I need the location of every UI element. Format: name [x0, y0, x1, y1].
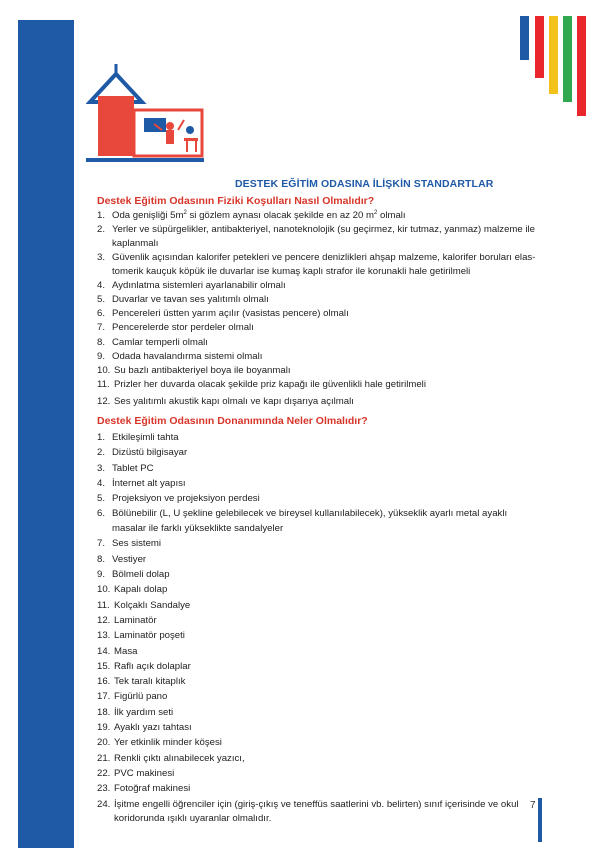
- list-item: 7. Ses sistemi: [97, 538, 162, 550]
- list-item: 15. Raflı açık dolaplar: [97, 660, 191, 672]
- stripe-blue: [520, 16, 529, 60]
- list-item: 24. İşitme engelli öğrenciler için (giriş-çıkış ve teneffüs saatlerini vb. belirten) sınıf içerisinde ve okul koridorunda ışıklı uyaranlar olmalıdır.: [97, 798, 519, 825]
- list-item: 8. Vestiyer: [97, 553, 147, 565]
- page-number: 7: [530, 800, 536, 811]
- list-item: 4. Aydınlatma sistemleri ayarlanabilir olmalı: [97, 279, 286, 291]
- list-item: 13. Laminatör poşeti: [97, 630, 185, 642]
- list-item: 17. Figürlü pano: [97, 691, 168, 703]
- physical-conditions-list: [97, 209, 537, 409]
- list-item: 7. Pencerelerde stor perdeler olmalı: [97, 322, 254, 334]
- list-item: 4. İnternet alt yapısı: [97, 477, 186, 489]
- list-item: 2. Yerler ve süpürgelikler, antibakteriyel, nanoteknolojik (su geçirmez, kir tutmaz, yanmaz) malzeme ile kaplanmalı: [97, 224, 536, 249]
- list-item: 14. Masa: [97, 645, 138, 657]
- list-item: 8. Camlar temperli olmalı: [97, 336, 208, 348]
- list-item: 9. Odada havalandırma sistemi olmalı: [97, 350, 263, 362]
- stripe-red: [535, 16, 544, 78]
- footer-decorative-bar: [538, 798, 542, 842]
- list-item: 6. Bölünebilir (L, U şekline gelebilecek ve bireysel kullanılabilecek), yükseklik ayarlı metal ayaklı masalar ile farklı yükseklikte sandalyeler: [97, 508, 508, 535]
- section-heading-equipment: Destek Eğitim Odasının Donanımında Neler Olmalıdır?: [97, 415, 368, 427]
- document-title: DESTEK EĞİTİM ODASINA İLİŞKİN STANDARTLAR: [235, 178, 494, 190]
- list-item: 5. Projeksiyon ve projeksiyon perdesi: [97, 493, 260, 505]
- stripe-green: [563, 16, 572, 102]
- list-item: 1. Oda genişliği $5m^2$ si gözlem aynası olacak şekilde en az 20 $m^2$ olmalı: [97, 209, 406, 221]
- list-item: 12. Laminatör: [97, 614, 157, 626]
- list-item: 10. Su bazlı antibakteriyel boya ile boyanmalı: [97, 364, 291, 376]
- list-item: 3. Güvenlik açısından kalorifer petekleri ve pencere denizlikleri ahşap malzeme, kalorifer boruları elas- tomerik kauçuk köpük ile duvarlar ise kumaş kaplı strafor ile korunakli hale getirilmeli: [97, 251, 536, 277]
- equipment-list: [97, 431, 537, 828]
- list-item: 9. Bölmeli dolap: [97, 569, 170, 581]
- section-heading-physical: Destek Eğitim Odasının Fiziki Koşulları Nasıl Olmalıdır?: [97, 195, 375, 207]
- list-item: 18. İlk yardım seti: [97, 706, 174, 718]
- list-item: 23. Fotoğraf makinesi: [97, 783, 191, 795]
- list-item: 6. Pencereleri üstten yarım açılır (vasistas pencere) olmalı: [97, 308, 349, 320]
- list-item: 5. Duvarlar ve tavan ses yalıtımlı olmalı: [97, 293, 269, 305]
- stripe-yellow: [549, 16, 558, 94]
- list-item: 2. Dizüstü bilgisayar: [97, 447, 188, 459]
- list-item: 11. Kolçaklı Sandalye: [97, 599, 191, 611]
- classroom-house-logo-icon: [86, 60, 206, 168]
- list-item: 20. Yer etkinlik minder köşesi: [97, 737, 222, 749]
- list-item: 19. Ayaklı yazı tahtası: [97, 722, 192, 734]
- list-item: 10. Kapalı dolap: [97, 584, 168, 596]
- list-item: 16. Tek taralı kitaplık: [97, 676, 186, 688]
- list-item: 12. Ses yalıtımlı akustik kapı olmalı ve kapı dışarıya açılmalı: [97, 395, 354, 407]
- list-item: 11. Prizler her duvarda olacak şekilde priz kapağı ile güvenlikli hale getirilmeli: [97, 379, 426, 391]
- list-item: 3. Tablet PC: [97, 462, 154, 474]
- stripe-red-2: [577, 16, 586, 116]
- list-item: 1. Etkileşimli tahta: [97, 432, 179, 443]
- list-item: 21. Renkli çıktı alınabilecek yazıcı,: [97, 752, 245, 764]
- list-item: 22. PVC makinesi: [97, 767, 175, 779]
- left-decorative-bar: [18, 20, 74, 848]
